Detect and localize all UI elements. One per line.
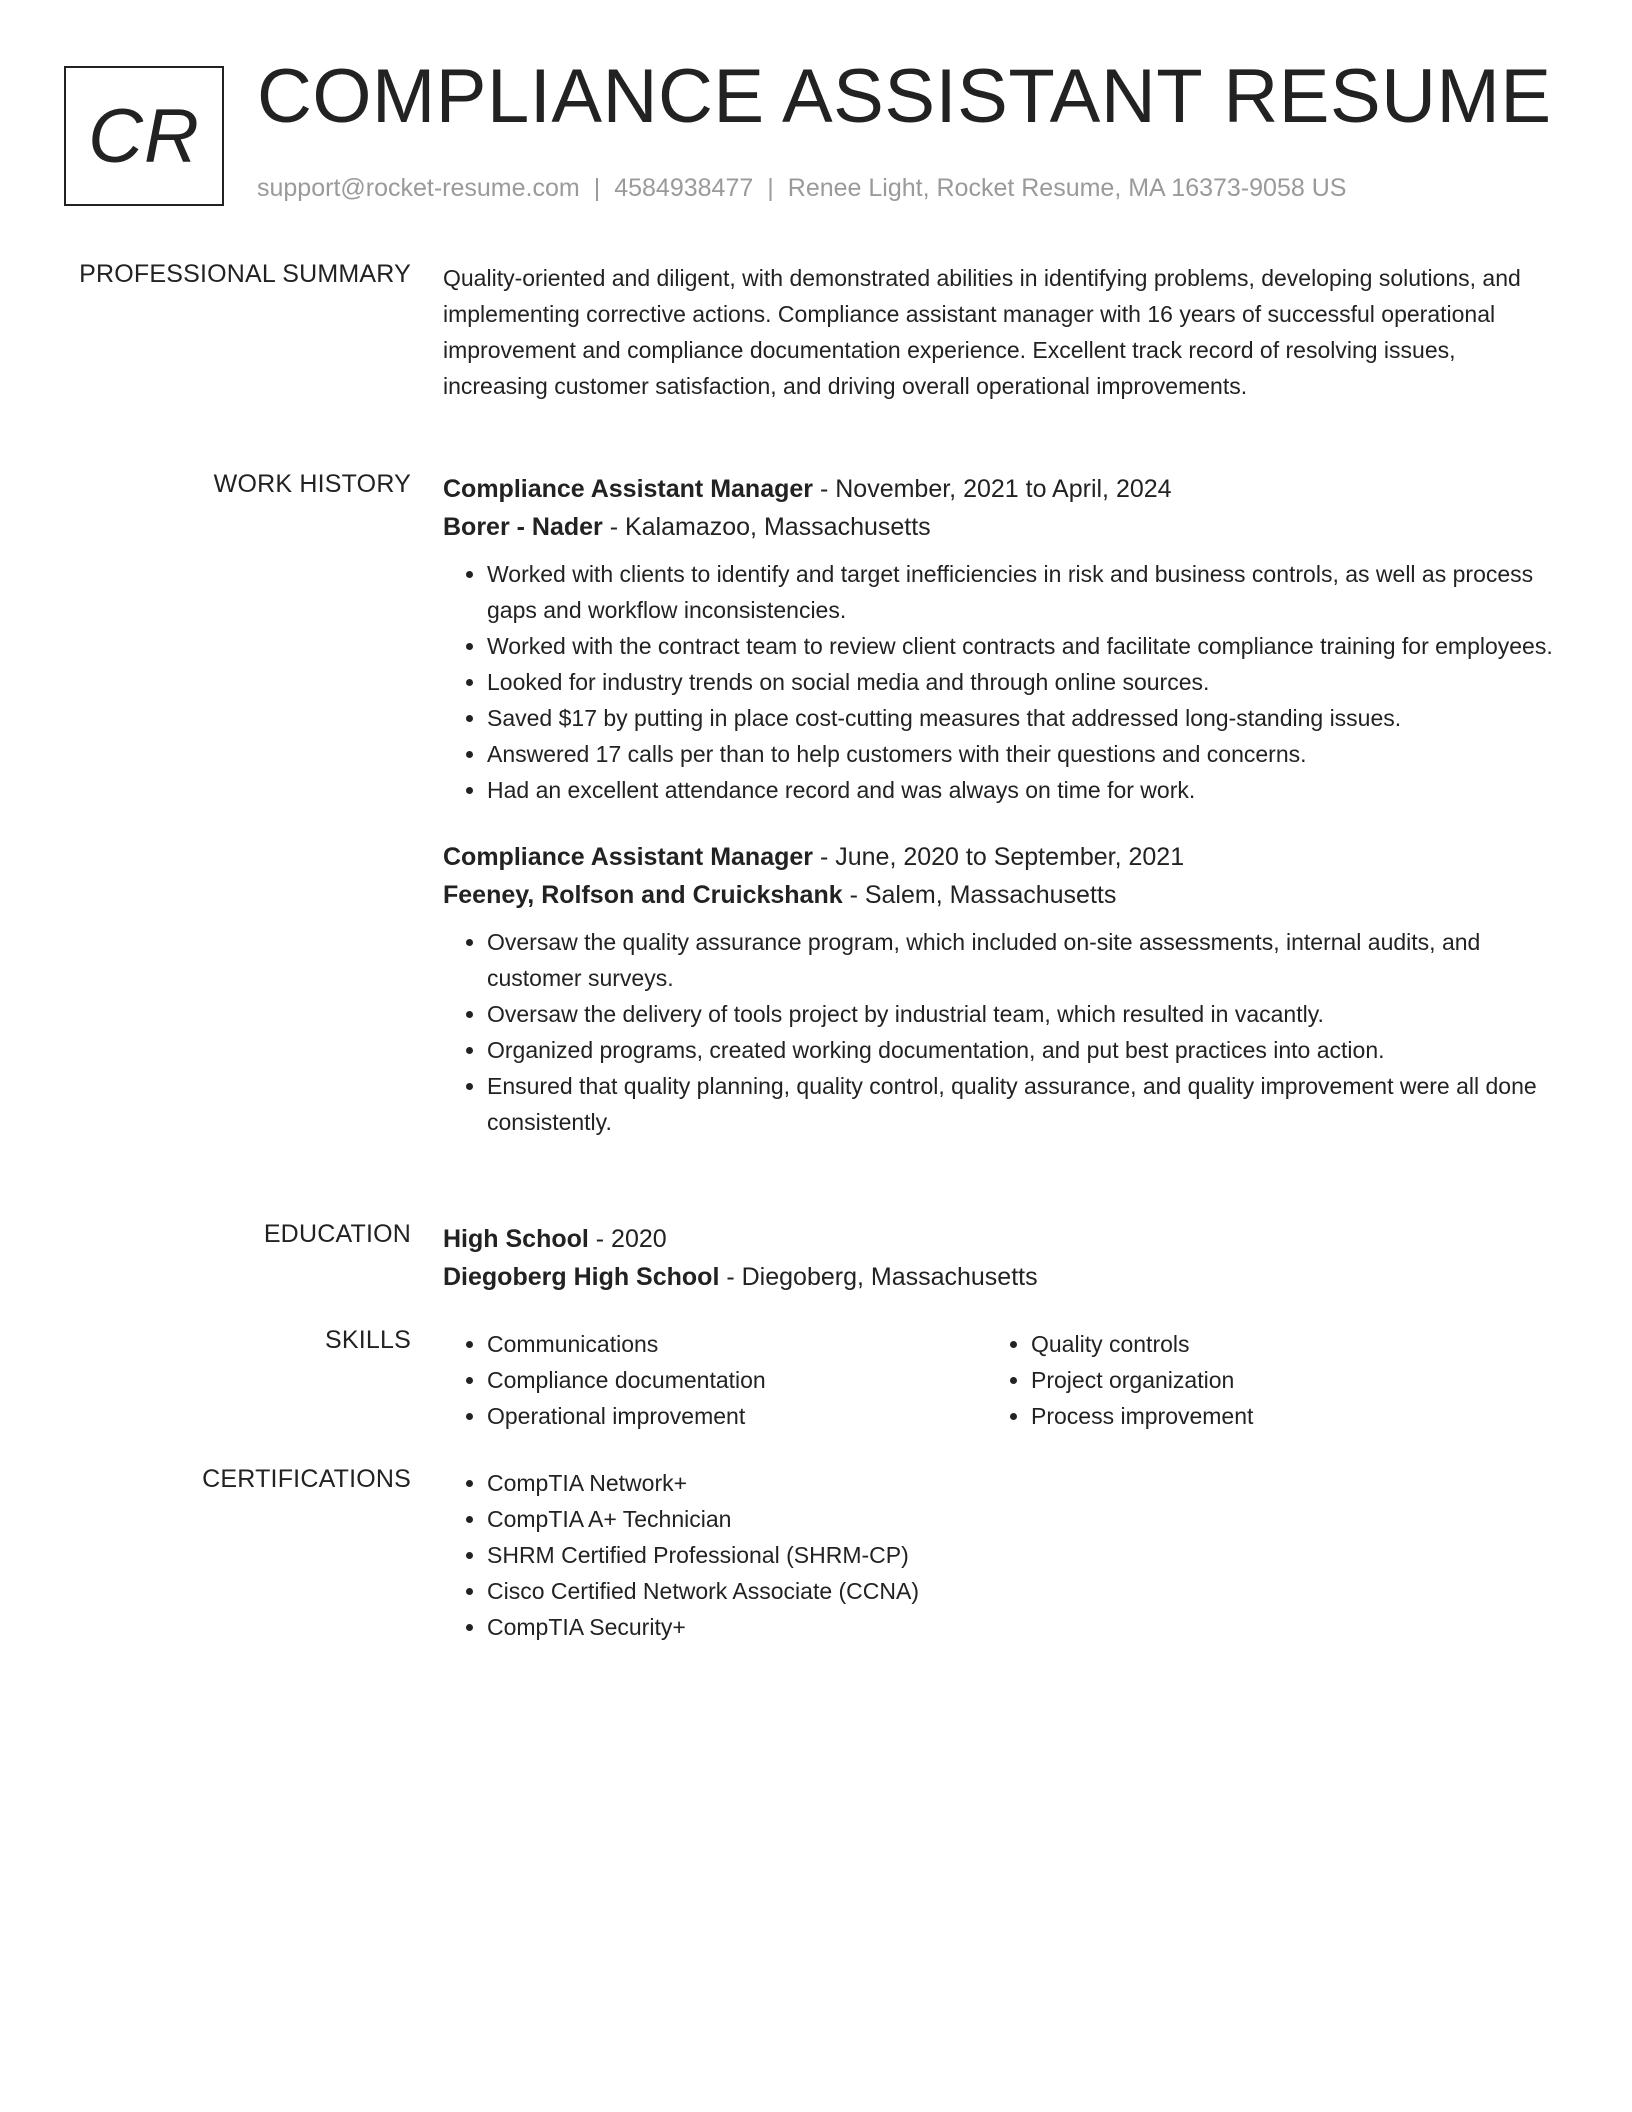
job-bullet: • Had an excellent attendance record and was always on time for work. xyxy=(487,772,1558,808)
monogram-badge xyxy=(64,66,224,206)
job-dates: - November, 2021 to April, 2024 xyxy=(813,475,1172,503)
summary-heading: PROFESSIONAL SUMMARY xyxy=(79,260,411,288)
job-bullet: • Saved $17 by putting in place cost-cutting measures that addressed long-standing issues. xyxy=(487,700,1558,736)
job-title-line xyxy=(443,838,1558,876)
skills-columns xyxy=(443,1326,1558,1434)
job-dates: - June, 2020 to September, 2021 xyxy=(813,843,1185,871)
certifications-list xyxy=(443,1465,1558,1645)
skill-item: • Communications xyxy=(487,1326,987,1362)
certification-item: • CompTIA Security+ xyxy=(487,1609,1558,1645)
job-bullets xyxy=(443,556,1558,808)
job-bullet: • Answered 17 calls per than to help customers with their questions and concerns. xyxy=(487,736,1558,772)
job-title: Compliance Assistant Manager xyxy=(443,843,814,871)
skills-heading: SKILLS xyxy=(325,1326,411,1354)
contact-address: Renee Light, Rocket Resume, MA 16373-9058 US xyxy=(787,174,1347,202)
job-company: Borer - Nader xyxy=(443,513,603,541)
job-company-line xyxy=(443,508,1558,546)
job-company-line xyxy=(443,876,1558,914)
skill-item: • Quality controls xyxy=(1031,1326,1531,1362)
job-title: Compliance Assistant Manager xyxy=(443,475,814,503)
education-year: - 2020 xyxy=(588,1225,667,1253)
job-bullet: • Oversaw the delivery of tools project by industrial team, which resulted in vacantly. xyxy=(487,996,1558,1032)
education-body xyxy=(443,1220,1558,1296)
job-bullet: • Looked for industry trends on social media and through online sources. xyxy=(487,664,1558,700)
summary-body xyxy=(443,260,1558,404)
education-heading: EDUCATION xyxy=(263,1220,411,1248)
contact-line xyxy=(257,174,1346,203)
job-bullets xyxy=(443,924,1558,1140)
certification-item: • CompTIA Network+ xyxy=(487,1465,1558,1501)
job-location: - Salem, Massachusetts xyxy=(842,881,1117,909)
work-history-body xyxy=(443,470,1558,1140)
skills-body xyxy=(443,1326,1558,1434)
monogram-initials: CR xyxy=(88,93,200,179)
job-bullet: • Organized programs, created working documentation, and put best practices into action. xyxy=(487,1032,1558,1068)
job-entry xyxy=(443,470,1558,808)
job-title-line xyxy=(443,470,1558,508)
skills-column-2 xyxy=(987,1326,1531,1434)
certifications-body xyxy=(443,1465,1558,1645)
certification-item: • Cisco Certified Network Associate (CCNA) xyxy=(487,1573,1558,1609)
skill-item: • Compliance documentation xyxy=(487,1362,987,1398)
education-school: Diegoberg High School xyxy=(443,1263,720,1291)
summary-text: Quality-oriented and diligent, with demonstrated abilities in identifying problems, developing solutions, and implementing corrective actions. Compliance assistant manager with 16 years of successful operational improvement and compliance documentation experience. Excellent track record of resolving issues, increasing customer satisfaction, and driving overall operational improvements. xyxy=(443,265,1521,399)
skills-column-1 xyxy=(443,1326,987,1434)
certifications-heading: CERTIFICATIONS xyxy=(202,1465,411,1493)
contact-phone: 4584938477 xyxy=(614,174,754,202)
page-title: COMPLIANCE ASSISTANT RESUME xyxy=(257,54,1552,139)
education-degree-line xyxy=(443,1220,1558,1258)
education-school-line xyxy=(443,1258,1558,1296)
contact-separator: | xyxy=(767,174,774,202)
job-entry xyxy=(443,838,1558,1140)
contact-separator: | xyxy=(593,174,601,202)
education-degree: High School xyxy=(443,1225,589,1253)
contact-email: support@rocket-resume.com xyxy=(257,174,580,202)
job-location: - Kalamazoo, Massachusetts xyxy=(602,513,931,541)
skill-item: • Operational improvement xyxy=(487,1398,987,1434)
job-company: Feeney, Rolfson and Cruickshank xyxy=(443,881,843,909)
job-bullet: • Worked with clients to identify and target inefficiencies in risk and business controls, as well as process gaps and workflow inconsistencies. xyxy=(487,556,1558,628)
job-bullet: • Ensured that quality planning, quality control, quality assurance, and quality improvement were all done consistently. xyxy=(487,1068,1558,1140)
job-bullet: • Worked with the contract team to review client contracts and facilitate compliance training for employees. xyxy=(487,628,1558,664)
skill-item: • Project organization xyxy=(1031,1362,1531,1398)
work-history-heading: WORK HISTORY xyxy=(213,470,411,498)
certification-item: • CompTIA A+ Technician xyxy=(487,1501,1558,1537)
skill-item: • Process improvement xyxy=(1031,1398,1531,1434)
job-bullet: • Oversaw the quality assurance program, which included on-site assessments, internal audits, and customer surveys. xyxy=(487,924,1558,996)
education-location: - Diegoberg, Massachusetts xyxy=(719,1263,1038,1291)
certification-item: • SHRM Certified Professional (SHRM-CP) xyxy=(487,1537,1558,1573)
